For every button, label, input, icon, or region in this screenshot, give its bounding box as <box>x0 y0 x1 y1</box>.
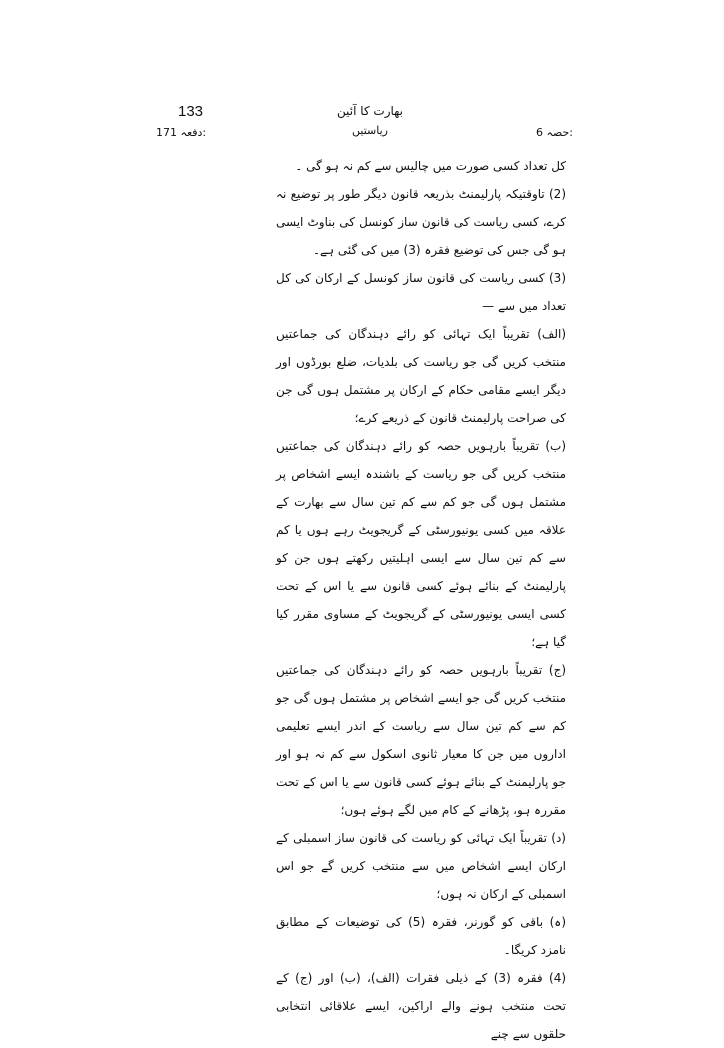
paragraph: (3) کسی ریاست کی قانون ساز کونسل کے ارکان کی کل تعداد میں سے — <box>276 271 566 313</box>
part-label: حصہ 6: <box>536 126 573 139</box>
paragraph: (الف) تقریباً ایک تہائی کو رائے دہندگان کی جماعتیں منتخب کریں گی جو ریاست کی بلدیات، ضلع بورڈوں اور دیگر ایسے مقامی حکام کے ارکان پر مشتمل ہوں گی جن کی صراحت پارلیمنٹ قانون کے ذریعے کرے؛ <box>276 327 566 425</box>
running-title: بھارت کا آئین <box>336 104 404 118</box>
paragraph: (2) تاوقتیکہ پارلیمنٹ بذریعہ قانون دیگر طور پر توضیع نہ کرے، کسی ریاست کی قانون ساز کونسل کی بناوٹ ایسی ہو گی جس کی توضیع فقرہ (3) میں کی گئی ہے۔ <box>276 187 566 257</box>
running-subtitle: ریاستیں <box>352 124 388 137</box>
paragraph: (4) فقرہ (3) کے ذیلی فقرات (الف)، (ب) اور (ج) کے تحت منتخب ہونے والے اراکین، ایسے علاقائی انتخابی حلقوں سے چنے <box>276 971 567 1041</box>
article-label: دفعہ 171: <box>156 126 207 139</box>
paragraph: (ج) تقریباً بارہویں حصہ کو رائے دہندگان کی جماعتیں منتخب کریں گی جو ایسے اشخاص پر مشتمل ہوں گی جو کم سے کم تین سال سے ریاست کے اندر ایسے تعلیمی اداروں میں جن کا معیار ثانوی اسکول سے کم نہ ہو اور جو پارلیمنٹ کے بنائے ہوئے کسی قانون سے یا اس کے تحت مقررہ ہو، پڑھانے کے کام میں لگے ہوئے ہوں؛ <box>276 663 566 817</box>
page-number: 133 <box>178 103 204 120</box>
paragraph: کل تعداد کسی صورت میں چالیس سے کم نہ ہو گی ۔ <box>295 159 566 173</box>
paragraph: (ہ) باقی کو گورنر، فقرہ (5) کی توضیعات کے مطابق نامزد کریگا۔ <box>276 915 567 957</box>
paragraph: (ب) تقریباً بارہویں حصہ کو رائے دہندگان کی جماعتیں منتخب کریں گی جو ریاست کے باشندہ ایسے اشخاص پر مشتمل ہوں گی جو کم سے کم تین سال سے بھارت کے علاقہ میں کسی یونیورسٹی کے گریجویٹ رہے ہوں یا کم سے کم تین سال سے ایسی اہلیتیں رکھتے ہوں جن کو پارلیمنٹ کے بنائے ہوئے کسی قانون سے یا اس کے تحت کسی ایسی یونیورسٹی کے گریجویٹ کے مساوی مقرر کیا گیا ہے؛ <box>276 439 566 649</box>
paragraph: (د) تقریباً ایک تہائی کو ریاست کی قانون ساز اسمبلی کے ارکان ایسے اشخاص میں سے منتخب کریں گے جو اس اسمبلی کے ارکان نہ ہوں؛ <box>276 831 566 901</box>
body-text <box>276 152 566 1048</box>
